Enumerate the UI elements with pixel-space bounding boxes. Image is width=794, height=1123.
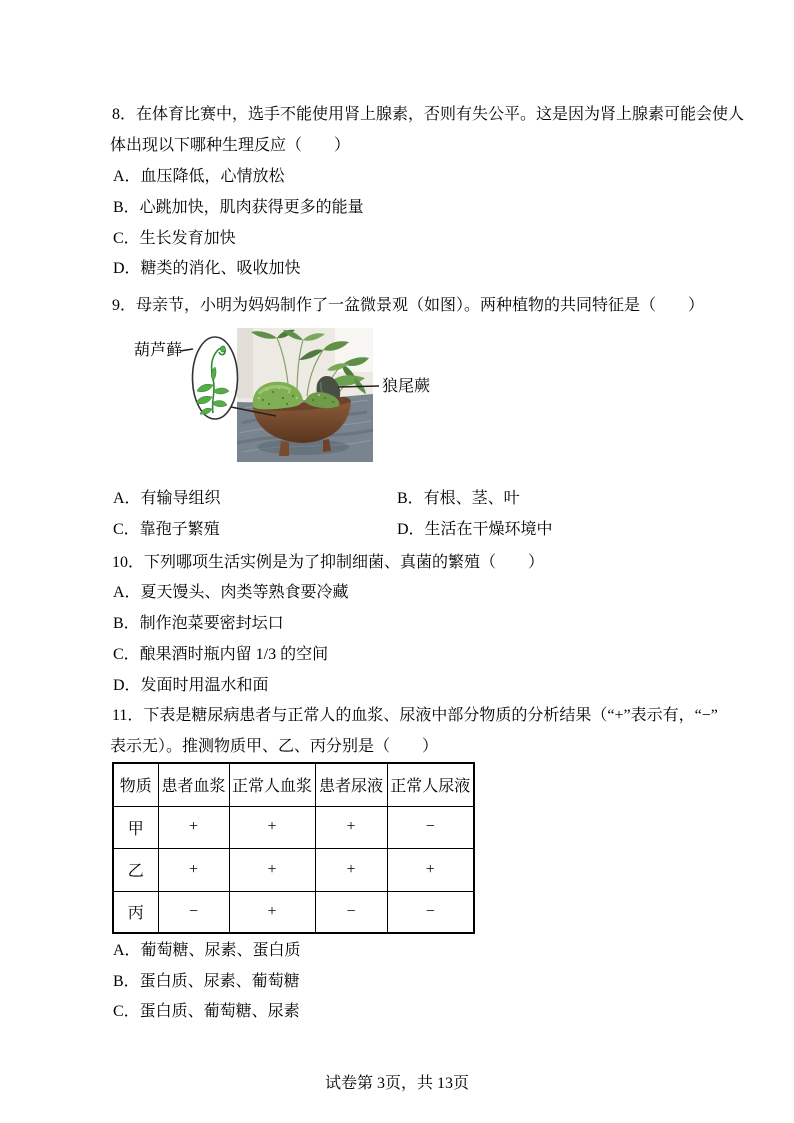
photo-pot-illustration: [237, 328, 373, 462]
q10-option-c: C．酿果酒时瓶内留 1/3 的空间: [113, 646, 329, 663]
q8-line-2: 体出现以下哪种生理反应（ ）: [110, 137, 351, 154]
table-cell: +: [229, 848, 315, 891]
q9-option-a: A．有输导组织: [113, 490, 221, 507]
table-header-row: [113, 763, 474, 806]
q8-option-a: A．血压降低，心情放松: [113, 168, 285, 185]
q10-option-a: A．夏天馒头、肉类等熟食要冷藏: [113, 584, 349, 601]
q11-table: [112, 762, 475, 934]
table-header-cell: 物质: [113, 763, 158, 806]
q8-option-d: D．糖类的消化、吸收加快: [113, 260, 301, 277]
q9-option-c: C．靠孢子繁殖: [113, 521, 220, 538]
q10-option-d: D．发面时用温水和面: [113, 677, 269, 694]
q9-option-d: D．生活在干燥环境中: [397, 521, 553, 538]
q11-option-c: C．蛋白质、葡萄糖、尿素: [113, 1003, 300, 1020]
table-header-cell: 患者血浆: [158, 763, 229, 806]
table-row: [113, 806, 474, 848]
q8-line-1: 8．在体育比赛中，选手不能使用肾上腺素，否则有失公平。这是因为肾上腺素可能会使人: [112, 106, 745, 123]
q11-option-a: A．葡萄糖、尿素、蛋白质: [113, 942, 301, 959]
q10-line-1: 10．下列哪项生活实例是为了抑制细菌、真菌的繁殖（ ）: [112, 554, 545, 571]
table-cell: +: [229, 891, 315, 933]
table-header-cell: 正常人尿液: [387, 763, 474, 806]
q8-option-b: B．心跳加快，肌肉获得更多的能量: [113, 199, 364, 216]
table-cell: 乙: [113, 848, 158, 891]
figure-label-huluxian: 葫芦藓: [134, 342, 183, 359]
table-cell: 丙: [113, 891, 158, 933]
table-cell: −: [387, 891, 474, 933]
figure-label-langweijue: 狼尾蕨: [382, 378, 431, 395]
table-cell: +: [315, 848, 387, 891]
q9-line-1: 9．母亲节，小明为妈妈制作了一盆微景观（如图）。两种植物的共同特征是（ ）: [112, 297, 705, 314]
table-row: [113, 891, 474, 933]
q11-line-1: 11．下表是糖尿病患者与正常人的血浆、尿液中部分物质的分析结果（“+”表示有，“−”: [112, 707, 718, 724]
table-cell: +: [158, 848, 229, 891]
table-header-cell: 患者尿液: [315, 763, 387, 806]
table-cell: +: [387, 848, 474, 891]
table-row: [113, 848, 474, 891]
table-cell: +: [229, 806, 315, 848]
q10-option-b: B．制作泡菜要密封坛口: [113, 615, 284, 632]
table-cell: −: [315, 891, 387, 933]
table-cell: 甲: [113, 806, 158, 848]
q8-option-c: C．生长发育加快: [113, 230, 236, 247]
table-cell: −: [387, 806, 474, 848]
table-cell: +: [158, 806, 229, 848]
q9-option-b: B．有根、茎、叶: [397, 490, 520, 507]
fern-label-line: [338, 386, 379, 387]
table-cell: −: [158, 891, 229, 933]
q11-option-b: B．蛋白质、尿素、葡萄糖: [113, 973, 300, 990]
table-header-cell: 正常人血浆: [229, 763, 315, 806]
table-cell: +: [315, 806, 387, 848]
page-footer: 试卷第 3页，共 13页: [324, 1075, 469, 1092]
moss-sprout-callout: [193, 337, 238, 419]
q11-line-2: 表示无）。推测物质甲、乙、丙分别是（ ）: [110, 738, 439, 755]
